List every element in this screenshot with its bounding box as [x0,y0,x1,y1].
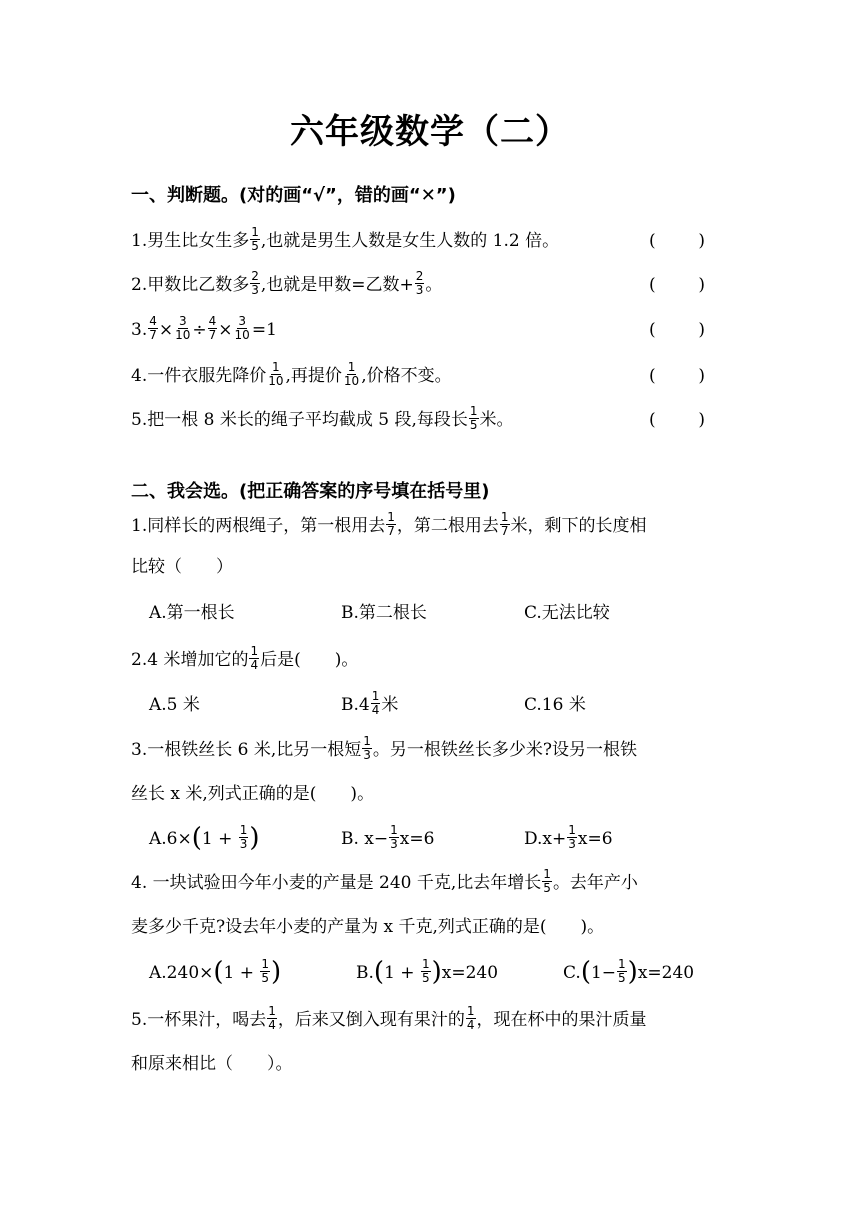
s2-question-1-line2: 比较（ ） [131,557,233,577]
option-b[interactable]: B.第二根长 [341,603,427,623]
s1-question-4: 4.一件衣服先降价 $\frac{1}{10}$ ,再提价 $\frac{1}{10}$ ,价格不变。 [131,360,452,388]
s2-question-3-line2: 丝长 x 米,列式正确的是( )。 [131,784,375,804]
s2-question-1: 1.同样长的两根绳子，第一根用去 $\frac{1}{7}$ ，第二根用去 $\frac{1}{7}$ 米，剩下的长度相 [131,510,647,538]
option-a[interactable]: A.6×(1 + $\frac{1}{3}$ ) [149,822,260,853]
answer-blank[interactable]: ( ) [649,320,705,340]
option-a[interactable]: A.5 米 [149,695,200,715]
option-c[interactable]: C.16 米 [524,695,586,715]
s1-question-2: 2.甲数比乙数多 $\frac{2}{3}$ ,也就是甲数=乙数+ $\frac{2}{3}$ 。 [131,269,443,297]
option-b[interactable]: B.4 $\frac{1}{4}$ 米 [341,689,399,717]
answer-blank[interactable]: ( ) [649,275,705,295]
s1-question-5: 5.把一根 8 米长的绳子平均截成 5 段,每段长 $\frac{1}{5}$ 米。 [131,404,514,432]
answer-blank[interactable]: ( ) [649,366,705,386]
option-b[interactable]: B.(1 + $\frac{1}{5}$ )x=240 [356,956,499,987]
answer-blank[interactable]: ( ) [649,410,705,430]
s2-question-4-line2: 麦多少千克?设去年小麦的产量为 x 千克,列式正确的是( )。 [131,917,605,937]
fraction: $\frac{1}{5}$ [251,225,259,253]
option-b[interactable]: B. x− $\frac{1}{3}$ x=6 [341,823,435,851]
s2-question-4: 4. 一块试验田今年小麦的产量是 240 千克,比去年增长 $\frac{1}{5}$ 。去年产小 [131,867,638,895]
page-title: 六年级数学（二） [290,112,570,152]
s2-question-5: 5.一杯果汁，喝去 $\frac{1}{4}$ ，后来又倒入现有果汁的 $\frac{1}{4}$ ，现在杯中的果汁质量 [131,1004,647,1032]
option-d[interactable]: D.x+ $\frac{1}{3}$ x=6 [524,823,613,851]
section2-heading: 二、我会选。(把正确答案的序号填在括号里) [131,481,490,502]
answer-blank[interactable]: ( ) [649,231,705,251]
s1-question-1: 1.男生比女生多 $\frac{1}{5}$ ,也就是男生人数是女生人数的 1.2 倍。 [131,225,560,253]
option-a[interactable]: A.第一根长 [149,603,235,623]
option-c[interactable]: C.(1− $\frac{1}{5}$ )x=240 [563,956,695,987]
s2-question-2: 2.4 米增加它的 $\frac{1}{4}$ 后是( )。 [131,644,359,672]
s1-question-3: 3. $\frac{4}{7}$ × $\frac{3}{10}$ ÷ $\frac{4}{7}$ × $\frac{3}{10}$ =1 [131,314,277,342]
option-a[interactable]: A.240×(1 + $\frac{1}{5}$ ) [149,956,282,987]
s2-question-5-line2: 和原来相比（ ）。 [131,1054,293,1074]
s2-question-3: 3.一根铁丝长 6 米,比另一根短 $\frac{1}{3}$ 。另一根铁丝长多少米?设另一根铁 [131,734,638,762]
section1-heading: 一、判断题。(对的画“√”，错的画“✕”) [131,185,456,206]
option-c[interactable]: C.无法比较 [524,603,610,623]
